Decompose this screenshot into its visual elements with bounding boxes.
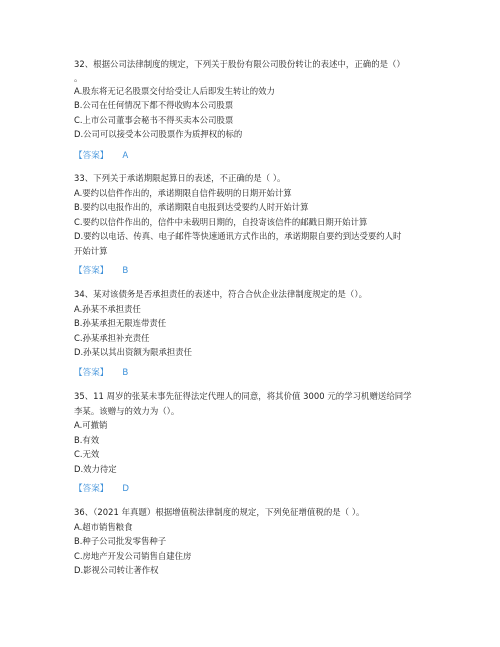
answer-34 xyxy=(74,366,128,380)
option-b: B.种子公司批发零售种子 xyxy=(74,536,167,546)
answer-letter: D xyxy=(122,484,130,494)
answer-33 xyxy=(74,264,128,278)
question-35 xyxy=(74,389,434,476)
option-d: D.效力待定 xyxy=(74,463,117,474)
option-a: A.要约以信件作出的，承诺期限自信件载明的日期开始计算 xyxy=(74,187,292,198)
option-c: C.孙某承担补充责任 xyxy=(74,332,150,343)
answer-letter: B xyxy=(122,266,129,276)
option-d: D.要约以电话、传真、电子邮件等快速通讯方式作出的，承诺期限自要约到达受要约人时 xyxy=(74,231,402,241)
option-b: B.公司在任何情况下都不得收购本公司股票 xyxy=(74,100,234,110)
option-b: B.有效 xyxy=(74,434,100,445)
option-c: C.无效 xyxy=(74,449,100,459)
option-a: A.可撤销 xyxy=(74,420,108,430)
option-c: C.上市公司董事会秘书不得买卖本公司股票 xyxy=(74,114,234,125)
answer-35 xyxy=(74,482,129,496)
question-36 xyxy=(74,505,434,578)
question-stem-continued: 。 xyxy=(74,72,83,83)
question-stem: 33、下列关于承诺期限起算日的表述，不正确的是（ ）。 xyxy=(74,173,286,183)
answer-label: 【答案】 xyxy=(74,266,109,276)
question-32 xyxy=(74,57,434,142)
option-d: D.影视公司转让著作权 xyxy=(74,565,159,575)
option-d: D.公司可以接受本公司股票作为质押权的标的 xyxy=(74,129,243,139)
option-a: A.股东将无记名股票交付给受让人后即发生转让的效力 xyxy=(74,85,275,96)
question-stem: 35、11 周岁的张某未事先征得法定代理人的同意，将其价值 3000 元的学习机赠送给同学 xyxy=(74,391,412,401)
option-b: B.要约以电报作出的，承诺期限自电报到达受要约人时开始计算 xyxy=(74,202,309,212)
question-stem: 36、（2021 年真题）根据增值税法律制度的规定，下列免征增值税的是（ ）。 xyxy=(74,507,365,517)
question-stem: 32、根据公司法律制度的规定，下列关于股份有限公司股份转让的表述中，正确的是（） xyxy=(74,59,405,69)
question-34 xyxy=(74,287,434,360)
option-c: C.要约以信件作出的，信件中未载明日期的，自投寄该信件的邮戳日期开始计算 xyxy=(74,216,368,227)
option-b: B.孙某承担无限连带责任 xyxy=(74,318,167,328)
question-33 xyxy=(74,171,434,258)
answer-label: 【答案】 xyxy=(74,484,109,494)
answer-letter: B xyxy=(122,368,129,378)
question-stem-continued: 李某。该赠与的效力为（）。 xyxy=(74,405,180,416)
option-c: C.房地产开发公司销售自建住房 xyxy=(74,550,192,561)
option-d: D.孙某以其出资额为限承担责任 xyxy=(74,347,192,357)
option-a: A.孙某不承担责任 xyxy=(74,303,141,314)
option-d-continued: 开始计算 xyxy=(74,245,108,256)
option-a: A.超市销售粮食 xyxy=(74,521,133,532)
answer-32 xyxy=(74,149,128,163)
question-stem: 34、某对该债务是否承担责任的表述中，符合合伙企业法律制度规定的是（）。 xyxy=(74,289,368,299)
answer-label: 【答案】 xyxy=(74,368,109,378)
answer-label: 【答案】 xyxy=(74,151,109,161)
answer-letter: A xyxy=(122,151,129,161)
